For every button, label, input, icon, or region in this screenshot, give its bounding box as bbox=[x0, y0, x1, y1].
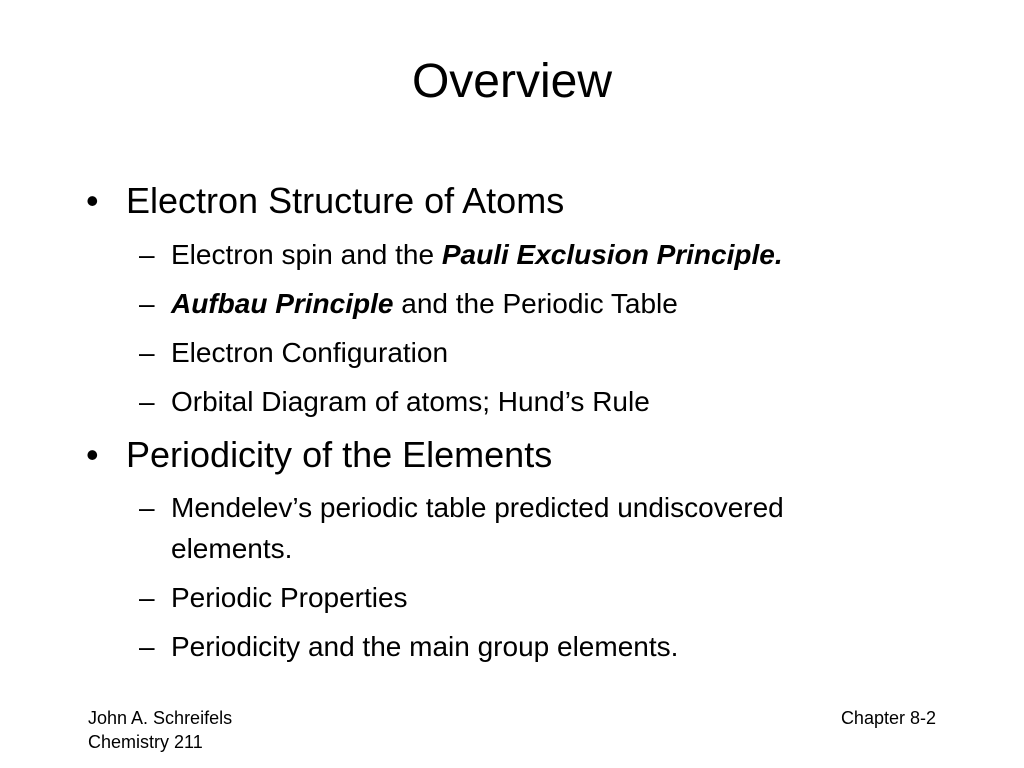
dash-mark: – bbox=[139, 239, 155, 270]
footer-author-name: John A. Schreifels bbox=[88, 708, 233, 728]
bullet-mark: • bbox=[86, 180, 99, 221]
sub-text: and the Periodic Table bbox=[393, 288, 678, 319]
dash-mark: – bbox=[139, 631, 155, 662]
bullet-periodicity bbox=[86, 433, 552, 477]
sub-emphasis: Pauli Exclusion Principle. bbox=[441, 239, 783, 270]
sub-item-pauli bbox=[139, 234, 783, 276]
footer-slide-number: Chapter 8-2 bbox=[840, 708, 936, 728]
sub-emphasis: Aufbau Principle bbox=[171, 288, 394, 319]
dash-mark: – bbox=[139, 337, 155, 368]
bullet-mark: • bbox=[86, 434, 99, 475]
dash-mark: – bbox=[139, 288, 155, 319]
bullet-electron-structure bbox=[86, 179, 564, 223]
footer-course: Chemistry 211 bbox=[88, 732, 203, 752]
bullet-text: Electron Structure of Atoms bbox=[126, 180, 565, 221]
dash-mark: – bbox=[139, 582, 155, 613]
sub-item-orbital-diagram bbox=[139, 381, 650, 423]
sub-item-configuration bbox=[139, 332, 448, 374]
sub-text: Orbital Diagram of atoms; Hund’s Rule bbox=[171, 386, 650, 417]
sub-item-periodic-properties bbox=[139, 577, 408, 619]
dash-mark: – bbox=[139, 492, 155, 523]
bullet-text: Periodicity of the Elements bbox=[126, 434, 553, 475]
slide-title: Overview bbox=[411, 55, 613, 108]
sub-text: Periodicity and the main group elements. bbox=[171, 631, 679, 662]
sub-item-aufbau bbox=[139, 283, 678, 325]
sub-text: Electron spin and the bbox=[171, 239, 442, 270]
dash-mark: – bbox=[139, 386, 155, 417]
sub-item-mendelev bbox=[139, 487, 784, 529]
sub-text: Periodic Properties bbox=[171, 582, 408, 613]
sub-text: Electron Configuration bbox=[171, 337, 449, 368]
footer-author bbox=[88, 706, 232, 754]
sub-item-main-group bbox=[139, 626, 678, 668]
sub-text: Mendelev’s periodic table predicted undiscovered bbox=[171, 492, 784, 523]
sub-item-mendelev-continued: elements. bbox=[171, 533, 293, 564]
